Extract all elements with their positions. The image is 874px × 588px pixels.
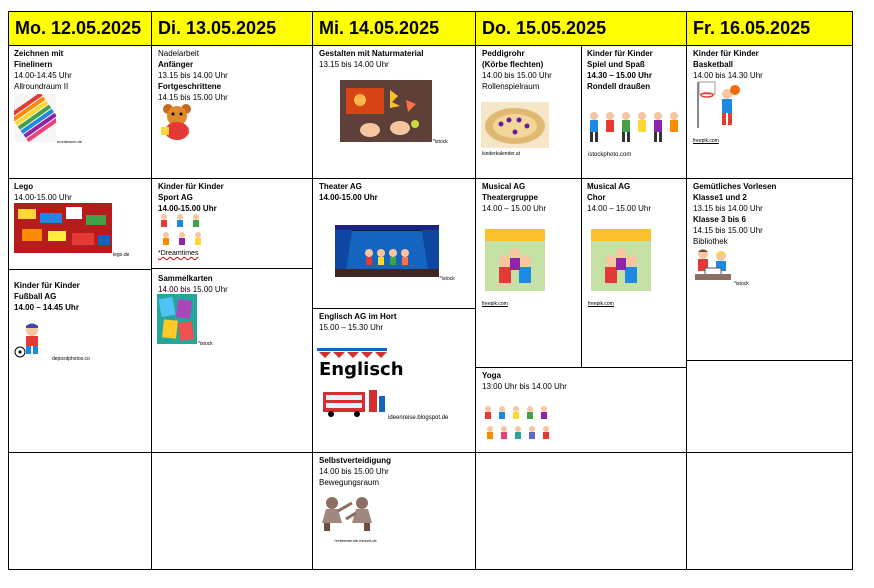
cell-title: Musical AG	[587, 182, 631, 191]
cell-title: Basketball	[693, 60, 734, 69]
cell-time: 14.00 – 14.45 Uhr	[14, 303, 79, 312]
header-wednesday: Mi. 14.05.2025	[313, 12, 475, 45]
cell-time: 14.00-15.00 Uhr	[319, 193, 378, 202]
image-credit: *istock	[734, 281, 749, 287]
cell-zeichnen	[14, 48, 72, 92]
cell-title: Selbstverteidigung	[319, 456, 392, 465]
cell-title: Musical AG	[482, 182, 526, 191]
image-credit: istockphoto.com	[588, 152, 632, 158]
grid-line	[8, 178, 853, 179]
grid-line	[8, 569, 853, 570]
musical-cd-image	[483, 227, 547, 293]
cell-time: 14.15 bis 15.00 Uhr	[158, 93, 228, 102]
cell-time: 13:00 Uhr bis 14.00 Uhr	[482, 382, 567, 391]
cell-title: Englisch AG im Hort	[319, 312, 397, 321]
cell-time: 14.00 – 15.00 Uhr	[587, 204, 652, 213]
karate-image	[318, 493, 376, 533]
header-friday: Fr. 16.05.2025	[687, 12, 852, 45]
grid-line	[151, 268, 312, 269]
grid-line	[151, 11, 152, 570]
playing-kids-image	[586, 110, 682, 146]
cell-title: Fortgeschrittene	[158, 82, 222, 91]
image-credit: *zeitenwende-freizeit.de	[334, 538, 377, 543]
grid-line	[8, 269, 151, 270]
grid-line	[581, 45, 582, 368]
cell-title: Kinder für Kinder	[587, 49, 653, 58]
yoga-kids-image	[482, 403, 552, 443]
lego-image	[14, 203, 112, 253]
cell-title: Gestalten mit Naturmaterial	[319, 49, 424, 58]
sport-kids-image	[158, 213, 204, 249]
cell-time: 14.00 bis 15.00 Uhr	[158, 285, 228, 294]
cell-naturmaterial	[319, 48, 423, 70]
cell-title: Sport AG	[158, 193, 193, 202]
image-credit: freepik.com	[588, 301, 614, 307]
grid-line	[312, 308, 475, 309]
theater-stage-image	[335, 225, 439, 277]
nature-craft-image	[340, 80, 432, 142]
cell-title: Kinder für Kinder	[158, 182, 224, 191]
grid-line	[8, 452, 853, 453]
grid-line	[686, 360, 853, 361]
cell-time: 14.00-15.00 Uhr	[158, 204, 217, 213]
cell-lego	[14, 181, 72, 203]
cell-room: Rollenspielraum	[482, 82, 540, 91]
header-tuesday: Di. 13.05.2025	[152, 12, 311, 45]
cell-title: Kinder für Kinder	[693, 49, 759, 58]
cell-fussball	[14, 280, 80, 313]
cell-sammelkarten	[158, 273, 228, 295]
image-credit: freepik.com	[482, 301, 508, 307]
header-monday: Mo. 12.05.2025	[9, 12, 151, 45]
cell-time: 14.00 bis 15.00 Uhr	[319, 467, 389, 476]
cell-time: 14.00 bis 15.00 Uhr	[482, 71, 552, 80]
cell-title: Theater AG	[319, 182, 362, 191]
cards-image	[157, 294, 197, 344]
cell-time: 13.15 bis 14.00 Uhr	[693, 204, 763, 213]
cell-theater	[319, 181, 378, 203]
cell-room: Allroundraum II	[14, 82, 69, 91]
cell-title: Fußball AG	[14, 292, 57, 301]
grid-line	[852, 11, 853, 570]
cell-title: Peddigrohr	[482, 49, 525, 58]
image-credit: freepik.com	[693, 138, 719, 144]
cell-title: Yoga	[482, 371, 501, 380]
cell-room: Rondell draußen	[587, 82, 651, 91]
image-credit: *Dreamtimes	[158, 250, 199, 257]
soccer-kid-image	[14, 322, 46, 358]
grid-line	[8, 45, 853, 46]
cell-sport	[158, 181, 224, 214]
cell-musical-theater	[482, 181, 546, 214]
cell-title: Nadelarbeit	[158, 49, 199, 58]
grid-line	[686, 11, 687, 570]
fineliner-image	[14, 94, 56, 142]
image-credit: kinderkalender.at	[482, 151, 521, 157]
cell-title: Zeichnen mit	[14, 49, 64, 58]
cell-time: 14.00-14.45 Uhr	[14, 71, 72, 80]
cell-title: Lego	[14, 182, 34, 191]
teddy-sewing-image	[157, 101, 197, 141]
cell-title: Theatergruppe	[482, 193, 539, 202]
image-credit: depositphotos.co	[52, 356, 90, 362]
grid-line	[475, 11, 476, 570]
image-credit: *istock	[198, 341, 213, 347]
cell-time: 15.00 – 15.30 Uhr	[319, 323, 384, 332]
cell-time: 14.00-15.00 Uhr	[14, 193, 72, 202]
cell-room: Bibliothek	[693, 237, 728, 246]
cell-title: Klasse 3 bis 6	[693, 215, 746, 224]
cell-room: Bewegungsraum	[319, 478, 380, 487]
cell-title: Finelinern	[14, 60, 53, 69]
cell-time: 14.15 bis 15.00 Uhr	[693, 226, 763, 235]
cell-peddigrohr	[482, 48, 552, 92]
cell-time: 13.15 bis 14.00 Uhr	[319, 60, 389, 69]
image-credit: *istock	[433, 139, 448, 145]
header-thursday: Do. 15.05.2025	[476, 12, 686, 45]
cell-spiel-spass	[587, 48, 653, 92]
grid-line	[312, 11, 313, 570]
cell-nadelarbeit	[158, 48, 228, 103]
musical-cd-image	[589, 227, 653, 293]
cell-vorlesen	[693, 181, 776, 247]
cell-title: Anfänger	[158, 60, 194, 69]
cell-title: Sammelkarten	[158, 274, 213, 283]
cell-selbstverteidigung	[319, 455, 391, 488]
englisch-sign-text: Englisch	[319, 359, 404, 380]
cell-title: Kinder für Kinder	[14, 281, 80, 290]
cell-musical-chor	[587, 181, 651, 214]
cell-title: Chor	[587, 193, 606, 202]
cell-basketball	[693, 48, 763, 81]
cell-time: 14.00 – 15.00 Uhr	[482, 204, 547, 213]
cell-time: 14.00 bis 14.30 Uhr	[693, 71, 763, 80]
cell-title: (Körbe flechten)	[482, 60, 544, 69]
reading-kids-image	[693, 246, 733, 282]
cell-title: Spiel und Spaß	[587, 60, 645, 69]
grid-line	[8, 11, 9, 570]
image-credit: lego.de	[113, 252, 130, 258]
image-credit: ideenreise.blogspot.de	[388, 415, 449, 421]
cell-yoga	[482, 370, 567, 392]
basketball-kid-image	[695, 80, 743, 132]
cell-time: 13.15 bis 14.00 Uhr	[158, 71, 228, 80]
cell-time: 14.30 – 15.00 Uhr	[587, 71, 652, 80]
image-credit: *istock	[440, 276, 455, 282]
image-credit: montessori.de	[57, 139, 83, 144]
cell-title: Klasse1 und 2	[693, 193, 747, 202]
cell-englisch	[319, 311, 397, 333]
grid-line	[8, 11, 853, 12]
cell-title: Gemütliches Vorlesen	[693, 182, 777, 191]
basket-image	[481, 102, 549, 148]
